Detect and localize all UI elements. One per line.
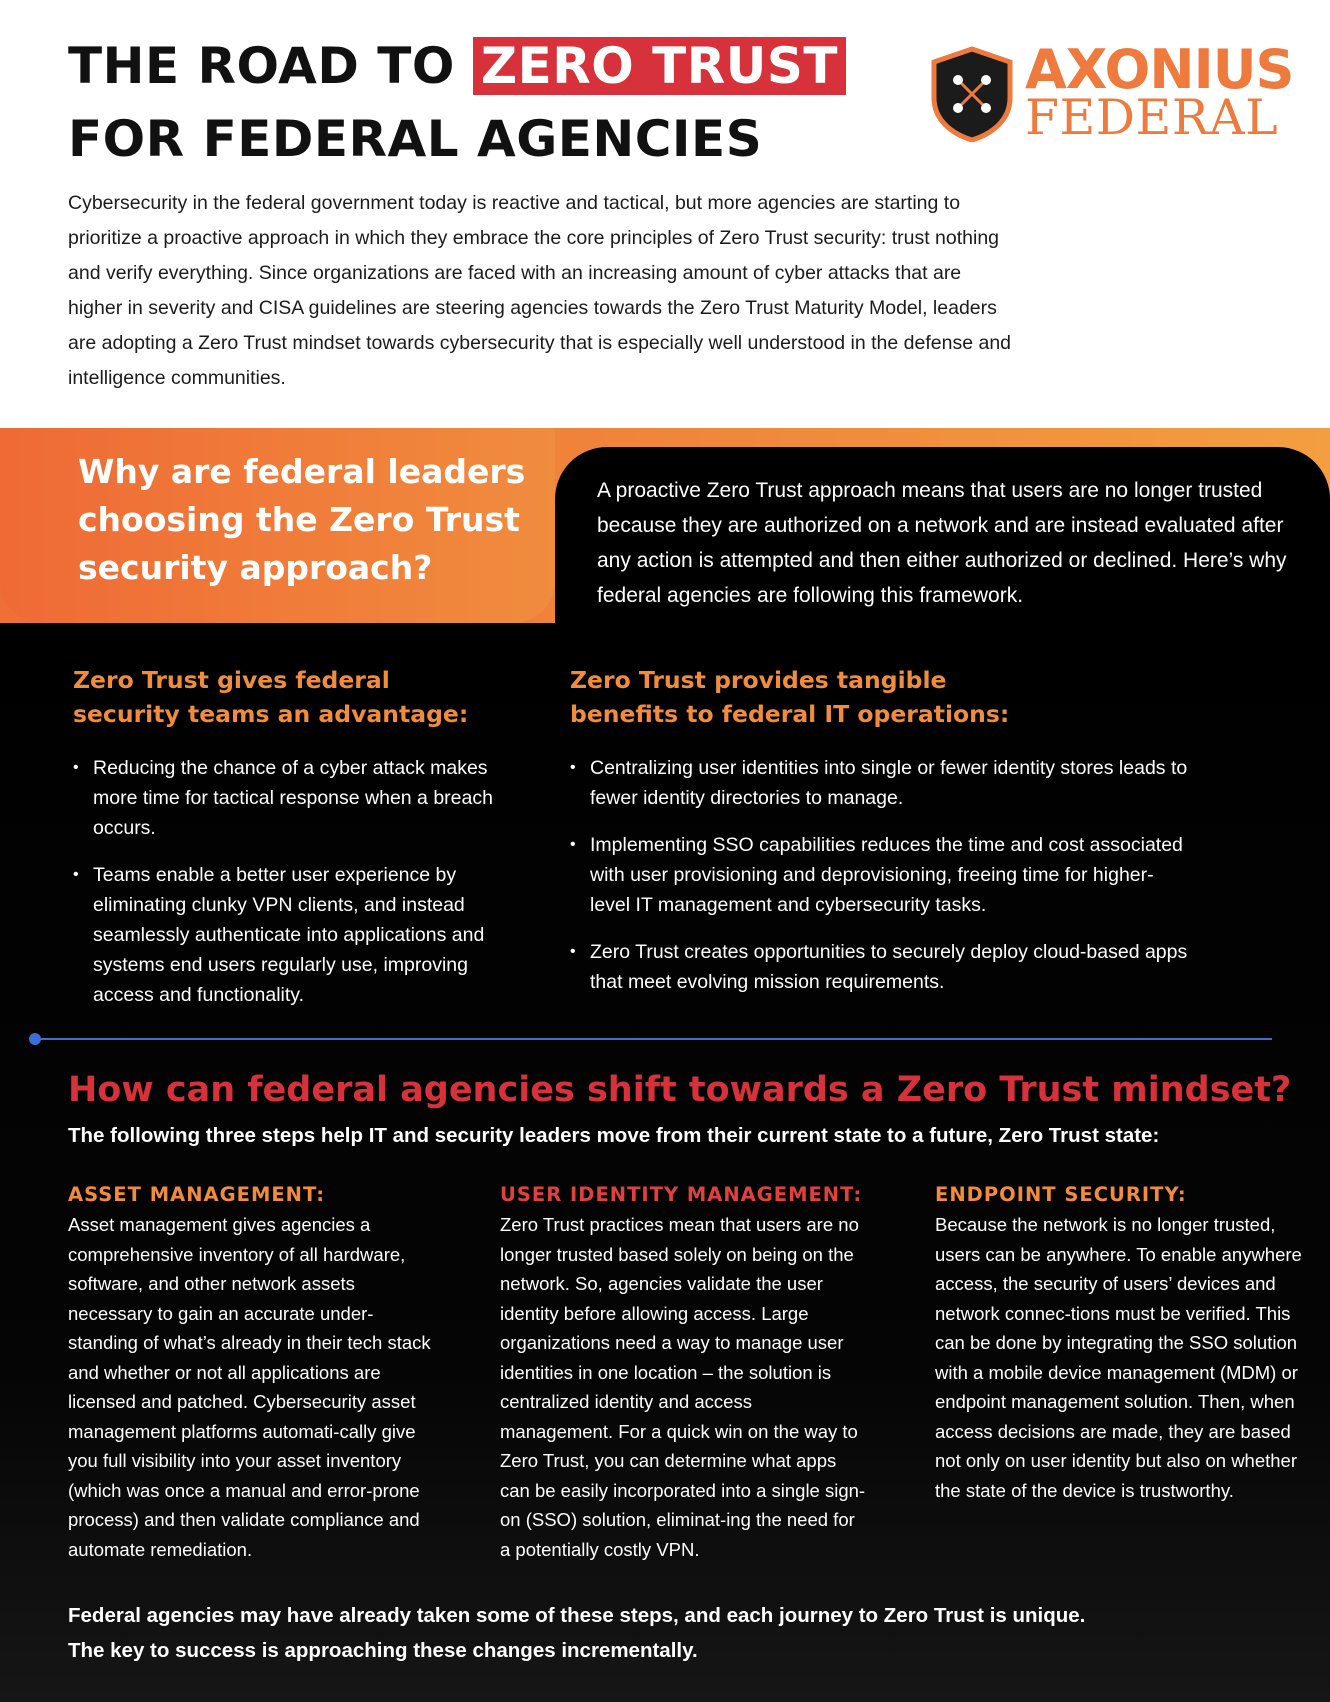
step-body: Because the network is no longer trusted, users can be anywhere. To enable anywhere access, the security of users’ devices and network connec-tions must be verified. This can be done by integrating the SSO solution with a mobile device management (MDM) or endpoint management solution. Then, when access decisions are made, they are based not only on user identity but also on whether the state of the device is trustworthy. [935,1214,1302,1501]
step-title: USER IDENTITY MANAGEMENT: [500,1183,863,1206]
why-question: Why are federal leaders choosing the Zero Trust security approach? [78,452,526,587]
step-title: ASSET MANAGEMENT: [68,1183,326,1206]
step-title: ENDPOINT SECURITY: [935,1183,1187,1206]
axonius-federal-logo [930,38,1300,147]
benefits-list [570,753,1190,997]
section-divider [36,1038,1272,1040]
why-answer-card [555,447,1330,647]
axonius-shield-icon [930,46,1014,142]
why-question-card [0,428,555,623]
benefits-heading: Zero Trust provides tangible benefits to federal IT operations: [570,666,1010,728]
advantage-heading: Zero Trust gives federal security teams an advantage: [73,666,469,728]
divider-dot [29,1033,41,1045]
list-item: • Zero Trust creates opportunities to securely deploy cloud-based apps that meet evolving mission requirements. [570,937,1190,997]
title-line2: FOR FEDERAL AGENCIES [68,110,763,168]
benefits-column [570,663,1190,1014]
brand-sub: FEDERAL [1025,89,1279,146]
shift-subheading: The following three steps help IT and security leaders move from their current state to a future, Zero Trust state: [68,1124,1160,1147]
list-item: • Teams enable a better user experience by eliminating clunky VPN clients, and instead seamlessly authenticate into applications and systems end users regularly use, improving access and functionality. [73,860,513,1010]
page-title [68,30,846,176]
list-item: • Reducing the chance of a cyber attack makes more time for tactical response when a breach occurs. [73,753,513,843]
intro-paragraph: Cybersecurity in the federal government today is reactive and tactical, but more agencies are starting to prioritize a proactive approach in which they embrace the core principles of Zero Trust security: trust nothing and verify everything. Since organizations are faced with an increasing amount of cyber attacks that are higher in severity and CISA guidelines are steering agencies towards the Zero Trust Maturity Model, leaders are adopting a Zero Trust mindset towards cybersecurity that is especially well understood in the defense and intelligence communities. [68,192,1012,389]
brand-name: AXONIUS [1025,38,1294,101]
why-answer: A proactive Zero Trust approach means that users are no longer trusted because they are authorized on a network and are instead evaluated after any action is attempted and then either authorized or declined. Here’s why federal agencies are following this framework. [597,479,1287,607]
step-body: Zero Trust practices mean that users are no longer trusted based solely on being on the network. So, agencies validate the user identity before allowing access. Large organizations need a way to manage user identities in one location – the solution is centralized identity and access management. For a quick win on the way to Zero Trust, you can determine what apps can be easily incorporated into a single sign-on (SSO) solution, eliminat-ing the need for a potentially costly VPN. [500,1214,866,1560]
step-asset-management [68,1180,438,1564]
list-item: • Implementing SSO capabilities reduces the time and cost associated with user provisioning and deprovisioning, freeing time for higher-level IT management and cybersecurity tasks. [570,830,1190,920]
advantage-column [73,663,513,1027]
shift-heading: How can federal agencies shift towards a Zero Trust mindset? [68,1070,1292,1110]
list-item: • Centralizing user identities into single or fewer identity stores leads to fewer identity directories to manage. [570,753,1190,813]
step-body: Asset management gives agencies a comprehensive inventory of all hardware, software, and other network assets necessary to gain an accurate under-standing of what’s already in their tech stack and whether or not all applications are licensed and patched. Cybersecurity asset management platforms automati-cally give you full visibility into your asset inventory (which was once a manual and error-prone process) and then validate compliance and automate remediation. [68,1214,431,1560]
advantage-list [73,753,513,1010]
title-highlight: ZERO TRUST [473,37,846,95]
closing-statement: Federal agencies may have already taken some of these steps, and each journey to Zero Trust is unique. The key to success is approaching these changes incrementally. [68,1604,1086,1662]
title-part1: THE ROAD TO [68,37,455,95]
step-user-identity-management [500,1180,870,1564]
step-endpoint-security [935,1180,1305,1505]
